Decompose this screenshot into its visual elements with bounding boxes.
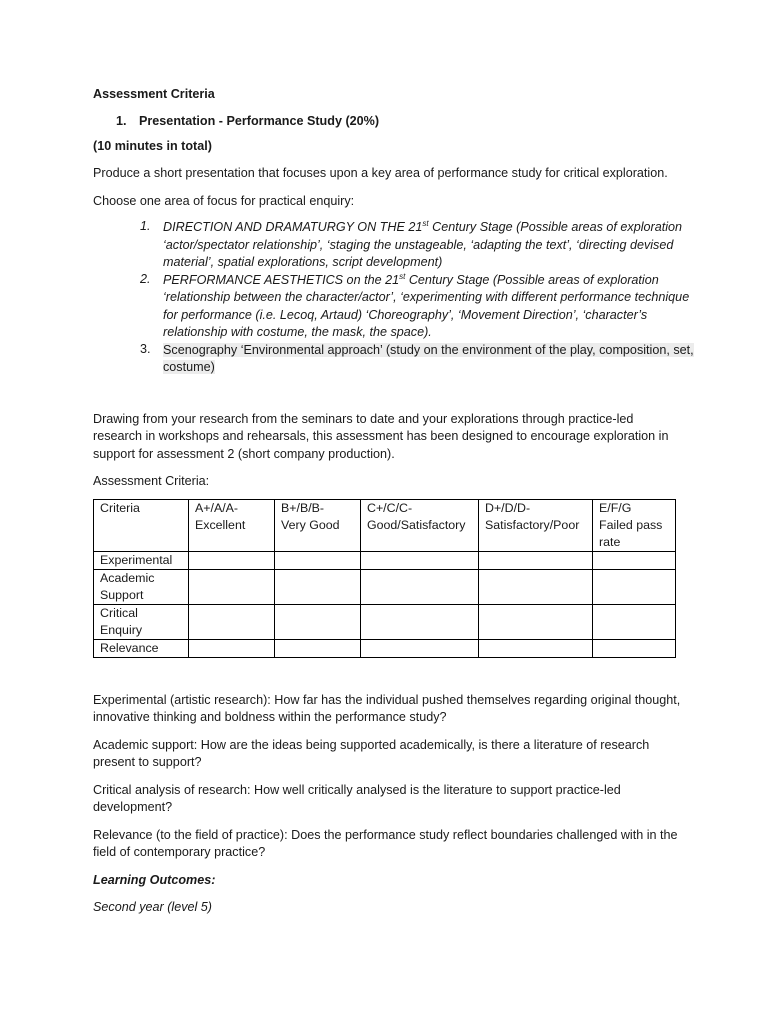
focus-item [140,342,700,377]
header-line: B+/B/B- [281,500,325,515]
table-cell [593,639,676,657]
duration-note: (10 minutes in total) [93,138,212,153]
criteria-table [93,499,676,658]
focus-item [140,219,700,272]
definition-relevance: Relevance (to the field of practice): Does the performance study reflect boundaries challenged with in the field of contemporary practice? [93,827,678,859]
table-row [94,569,676,604]
table-cell [479,569,593,604]
focus-item [140,272,700,342]
table-cell [189,604,275,639]
focus-item-sup: st [399,271,406,281]
focus-item-highlight: Scenography ‘Environmental approach’ (study on the environment of the play, composition, set, costume) [163,342,694,374]
table-cell [593,551,676,569]
table-header-cell [361,499,479,551]
table-cell [361,639,479,657]
section-number: 1. [116,113,127,128]
table-cell [593,604,676,639]
focus-item-lead: DIRECTION AND DRAMATURGY ON THE 21 [163,220,423,234]
header-line: Satisfactory/Poor [485,517,580,532]
focus-item-rest: Century Stage (Possible areas of exploration ‘actor/spectator relationship’, ‘staging the unstageable, ‘adapting the text’, ‘directing devised material’, spatial explorations, script development) [163,220,683,269]
table-header-cell [593,499,676,551]
table-cell [189,569,275,604]
table-cell [189,551,275,569]
table-row [94,639,676,657]
table-row [94,551,676,569]
focus-item-text [163,342,700,377]
row-label: Experimental [94,551,189,569]
row-label: Academic Support [94,569,189,604]
focus-item-sup: st [422,219,429,228]
header-line: C+/C/C- [367,500,413,515]
focus-item-number: 1. [140,219,151,233]
table-header-cell [275,499,361,551]
header-line: A+/A/A- [195,500,239,515]
focus-item-text [163,219,700,272]
drawing-paragraph: Drawing from your research from the seminars to date and your explorations through practice-led research in workshops and rehearsals, this assessment has been designed to encourage exploration in support for assessment 2 (short company production). [93,411,669,461]
table-cell [275,569,361,604]
row-label: Critical Enquiry [94,604,189,639]
table-cell [479,604,593,639]
table-header-cell [479,499,593,551]
row-label: Relevance [94,639,189,657]
table-cell [479,551,593,569]
header-line: Very Good [281,517,340,532]
focus-item-number: 2. [140,271,151,286]
table-cell [361,551,479,569]
table-row [94,604,676,639]
header-line: Good/Satisfactory [367,517,466,532]
learning-outcomes-heading: Learning Outcomes: [93,872,216,887]
header-line: Criteria [100,500,140,515]
definition-academic: Academic support: How are the ideas being supported academically, is there a literature of research present to support? [93,737,650,769]
section-title [116,114,683,128]
header-line: E/F/G [599,500,632,515]
table-cell [593,569,676,604]
focus-item-number: 3. [140,341,151,356]
table-cell [275,604,361,639]
table-cell [479,639,593,657]
focus-item-rest: Century Stage (Possible areas of exploration ‘relationship between the character/actor’, ‘experimenting with different performance technique for performance (i.e. Lecoq, Artaud) ‘Choreography’, ‘Movement Direction’, ‘character’s relationship with costume, the mask, the space). [163,272,690,339]
document-page [93,86,694,917]
table-header-row [94,499,676,551]
page-heading: Assessment Criteria [93,87,215,101]
focus-item-lead: PERFORMANCE AESTHETICS on the 21 [163,272,400,287]
criteria-label: Assessment Criteria: [93,474,210,488]
focus-list [93,219,694,377]
header-line: Failed pass rate [599,517,663,549]
table-header-cell [189,499,275,551]
table-cell [361,604,479,639]
table-cell [275,639,361,657]
level-note: Second year (level 5) [93,900,213,914]
definition-experimental: Experimental (artistic research): How far has the individual pushed themselves regarding original thought, innovative thinking and boldness within the performance study? [93,692,681,724]
table-cell [361,569,479,604]
definition-critical: Critical analysis of research: How well critically analysed is the literature to support practice-led development? [93,782,621,814]
header-line: Excellent [195,517,246,532]
intro-paragraph: Produce a short presentation that focuses upon a key area of performance study for critical exploration. [93,166,668,180]
section-title-text: Presentation - Performance Study (20%) [139,113,380,128]
header-line: D+/D/D- [485,500,531,515]
table-cell [275,551,361,569]
focus-item-text [163,272,700,342]
table-cell [189,639,275,657]
table-header-cell [94,499,189,551]
choose-paragraph: Choose one area of focus for practical enquiry: [93,193,355,208]
